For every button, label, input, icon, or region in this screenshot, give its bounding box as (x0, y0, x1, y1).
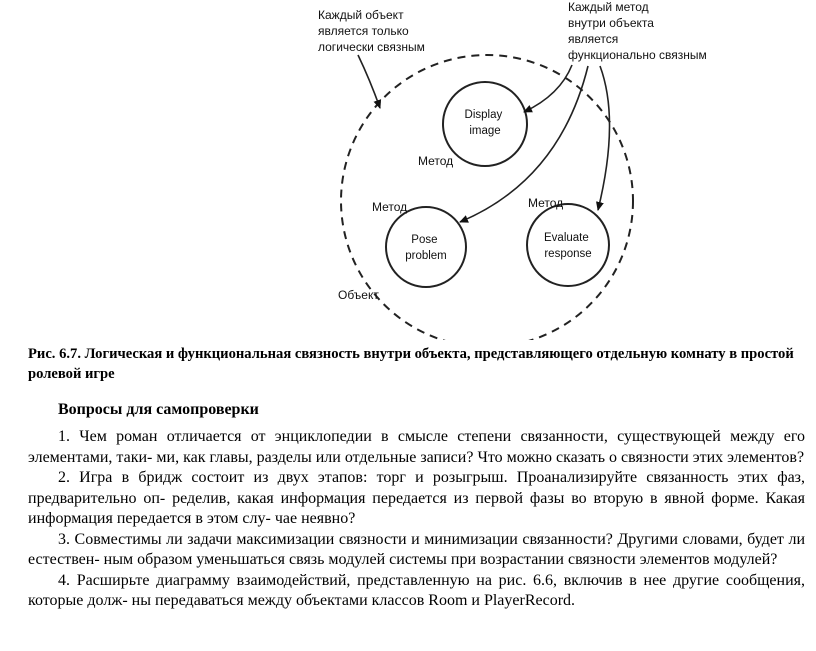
method-circle-display-image (443, 82, 527, 166)
method-name-display-image: Display image (464, 109, 503, 137)
method-label-display: Метод (418, 154, 454, 168)
arrow-logical (358, 55, 380, 108)
method-name-pose-problem: Pose problem (405, 234, 447, 262)
questions-list (28, 427, 805, 612)
arrow-to-display-image (524, 65, 572, 112)
method-name-evaluate-response: Evaluate response (544, 232, 592, 260)
object-label: Объект (338, 288, 379, 302)
note-functional: Каждый метод внутри объекта является функционально связным (568, 0, 707, 62)
note-logical: Каждый объект является только логически связным (318, 8, 425, 54)
arrow-to-evaluate-response (598, 66, 610, 210)
section-heading: Вопросы для самопроверки (58, 401, 259, 418)
method-circle-evaluate-response (527, 204, 609, 286)
figure-caption: Рис. 6.7. Логическая и функциональная связность внутри объекта, представляющего отдельную комнату в простой ролевой игре (28, 346, 794, 382)
method-circle-pose-problem (386, 207, 466, 287)
object-boundary (341, 55, 633, 340)
arrow-to-pose-problem (460, 66, 588, 222)
method-label-evaluate: Метод (528, 196, 564, 210)
question-item: 3. Совместимы ли задачи максимизации связности и минимизации связанности? Другими словами, будет ли естествен- ным образом уменьшаться связь модулей системы при возрастании связности элементов модулей? (28, 530, 805, 568)
method-label-pose: Метод (372, 200, 408, 214)
question-item: 2. Игра в бридж состоит из двух этапов: торг и розыгрыш. Проанализируйте связанность этих фаз, предварительно оп- ределив, какая информация передается из первой фазы во вторую в явной форме. Какая информация передается в этом слу- чае неявно? (28, 469, 805, 527)
question-item: 1. Чем роман отличается от энциклопедии в смысле степени связанности, существующей между его элементами, таки- ми, как главы, разделы или отдельные записи? Что можно сказать о связности этих элементов? (28, 428, 805, 466)
question-item: 4. Расширьте диаграмму взаимодействий, представленную на рис. 6.6, включив в нее другие сообщения, которые долж- ны передаваться между объектами классов Room и PlayerRecord. (28, 571, 805, 609)
